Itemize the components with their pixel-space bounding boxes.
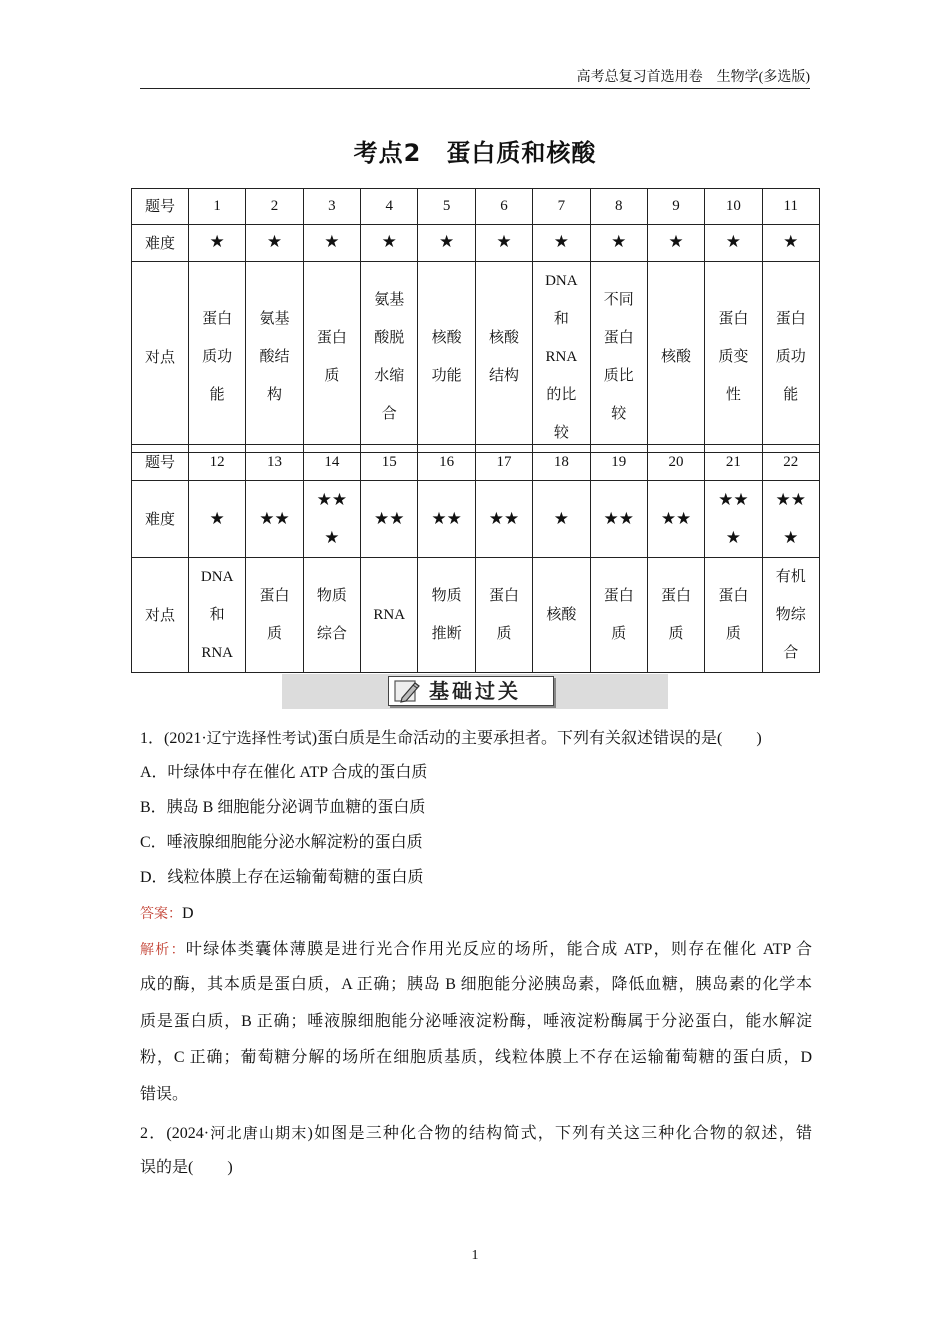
section-banner-box <box>388 676 554 706</box>
difficulty-cell: ★★ <box>475 481 532 558</box>
question-1-stem: 1．(2021·辽宁选择性考试)蛋白质是生命活动的主要承担者。下列有关叙述错误的是( ) <box>140 729 762 747</box>
question-number-cell: 21 <box>705 445 762 481</box>
difficulty-cell: ★ <box>533 481 590 558</box>
difficulty-cell: ★ <box>762 225 819 262</box>
row-label-topic: 对点 <box>132 558 189 673</box>
option-d: D．线粒体膜上存在运输葡萄糖的蛋白质 <box>140 869 424 886</box>
section-banner-label: 基础过关 <box>429 679 521 703</box>
row-label-number: 题号 <box>132 445 189 481</box>
page-header <box>140 66 810 89</box>
analysis-line-2: 成的酶，其本质是蛋白质，A 正确；胰岛 B 细胞能分泌胰岛素，降低血糖，胰岛素的化学本 <box>140 976 812 993</box>
topic-cell: DNA 和 RNA 的比 较 <box>533 262 590 453</box>
option-a: A．叶绿体中存在催化 ATP 合成的蛋白质 <box>140 764 428 781</box>
question-2-stem-line-1: 2．(2024·河北唐山期末)如图是三种化合物的结构简式，下列有关这三种化合物的叙述，错 <box>140 1124 812 1142</box>
difficulty-cell: ★ <box>533 225 590 262</box>
topic-cell: 蛋白 质 <box>303 262 360 453</box>
difficulty-cell: ★ <box>647 225 704 262</box>
question-2-source: 河北唐山期末 <box>209 1124 308 1142</box>
question-number-cell: 6 <box>475 189 532 225</box>
topic-cell: 氨基 酸结 构 <box>246 262 303 453</box>
answer-value: D <box>182 905 194 922</box>
difficulty-cell: ★★ <box>647 481 704 558</box>
topic-cell: 蛋白 质功 能 <box>189 262 246 453</box>
row-label-difficulty: 难度 <box>132 481 189 558</box>
question-number-cell: 22 <box>762 445 819 481</box>
question-number-cell: 16 <box>418 445 475 481</box>
topic-table-2 <box>131 444 820 673</box>
topic-cell: 蛋白 质功 能 <box>762 262 819 453</box>
row-label-topic: 对点 <box>132 262 189 453</box>
topic-cell: 核酸 <box>533 558 590 673</box>
difficulty-cell: ★ <box>475 225 532 262</box>
topic-cell: 核酸 功能 <box>418 262 475 453</box>
header-text: 高考总复习首选用卷 生物学(多选版) <box>576 70 810 85</box>
difficulty-cell: ★ <box>189 481 246 558</box>
question-number-cell: 15 <box>361 445 418 481</box>
row-label-number: 题号 <box>132 189 189 225</box>
difficulty-cell: ★ <box>418 225 475 262</box>
difficulty-cell: ★★ <box>246 481 303 558</box>
analysis-line-1: 解析：叶绿体类囊体薄膜是进行光合作用光反应的场所，能合成 ATP，则存在催化 ATP 合 <box>140 941 812 958</box>
difficulty-cell: ★★ <box>361 481 418 558</box>
topic-cell: RNA <box>361 558 418 673</box>
page-title: 考点2 蛋白质和核酸 <box>353 139 597 167</box>
difficulty-cell: ★★ <box>590 481 647 558</box>
topic-cell: 物质 综合 <box>303 558 360 673</box>
section-banner <box>282 674 668 709</box>
question-number-cell: 4 <box>361 189 418 225</box>
table2-difficulty-row <box>132 481 820 558</box>
analysis-line-3: 质是蛋白质，B 正确；唾液腺细胞能分泌唾液淀粉酶，唾液淀粉酶属于分泌蛋白，能水解淀 <box>140 1013 812 1030</box>
topic-cell: 有机 物综 合 <box>762 558 819 673</box>
option-b: B．胰岛 B 细胞能分泌调节血糖的蛋白质 <box>140 799 426 816</box>
topic-table-1 <box>131 188 820 453</box>
question-1-source: 辽宁选择性考试 <box>206 729 312 747</box>
option-c: C．唾液腺细胞能分泌水解淀粉的蛋白质 <box>140 834 423 851</box>
question-number-cell: 1 <box>189 189 246 225</box>
difficulty-cell: ★ <box>303 225 360 262</box>
question-number-cell: 13 <box>246 445 303 481</box>
question-number-cell: 9 <box>647 189 704 225</box>
table2-number-row <box>132 445 820 481</box>
topic-cell: 物质 推断 <box>418 558 475 673</box>
topic-cell: 蛋白 质变 性 <box>705 262 762 453</box>
difficulty-cell: ★ <box>246 225 303 262</box>
difficulty-cell: ★ <box>705 225 762 262</box>
topic-cell: 核酸 <box>647 262 704 453</box>
row-label-difficulty: 难度 <box>132 225 189 262</box>
difficulty-cell: ★★ ★ <box>303 481 360 558</box>
table2-topic-row <box>132 558 820 673</box>
topic-cell: 核酸 结构 <box>475 262 532 453</box>
question-number-cell: 7 <box>533 189 590 225</box>
question-number-cell: 19 <box>590 445 647 481</box>
question-number-cell: 14 <box>303 445 360 481</box>
topic-cell: 蛋白 质 <box>647 558 704 673</box>
table1-number-row <box>132 189 820 225</box>
answer-line <box>140 903 812 925</box>
difficulty-cell: ★★ ★ <box>762 481 819 558</box>
question-number-cell: 20 <box>647 445 704 481</box>
pencil-icon <box>393 678 423 704</box>
question-number-cell: 2 <box>246 189 303 225</box>
topic-cell: 蛋白 质 <box>246 558 303 673</box>
topic-cell: DNA 和 RNA <box>189 558 246 673</box>
question-number-cell: 8 <box>590 189 647 225</box>
page-number: 1 <box>471 1248 479 1263</box>
topic-cell: 不同 蛋白 质比 较 <box>590 262 647 453</box>
difficulty-cell: ★ <box>361 225 418 262</box>
table1-difficulty-row <box>132 225 820 262</box>
difficulty-cell: ★★ <box>418 481 475 558</box>
analysis-line-4: 粉，C 正确；葡萄糖分解的场所在细胞质基质，线粒体膜上不存在运输葡萄糖的蛋白质，D <box>140 1049 812 1066</box>
topic-cell: 蛋白 质 <box>705 558 762 673</box>
table1-topic-row <box>132 262 820 453</box>
question-number-cell: 18 <box>533 445 590 481</box>
question-number-cell: 5 <box>418 189 475 225</box>
topic-cell: 蛋白 质 <box>590 558 647 673</box>
difficulty-cell: ★ <box>189 225 246 262</box>
answer-label: 答案： <box>140 906 182 922</box>
question-number-cell: 11 <box>762 189 819 225</box>
analysis-label: 解析： <box>140 942 186 958</box>
analysis-line-5: 错误。 <box>140 1086 189 1103</box>
question-number-cell: 10 <box>705 189 762 225</box>
difficulty-cell: ★★ ★ <box>705 481 762 558</box>
difficulty-cell: ★ <box>590 225 647 262</box>
topic-cell: 蛋白 质 <box>475 558 532 673</box>
topic-cell: 氨基 酸脱 水缩 合 <box>361 262 418 453</box>
question-number-cell: 17 <box>475 445 532 481</box>
question-2-stem-line-2: 误的是( ) <box>140 1159 233 1176</box>
question-number-cell: 3 <box>303 189 360 225</box>
question-number-cell: 12 <box>189 445 246 481</box>
